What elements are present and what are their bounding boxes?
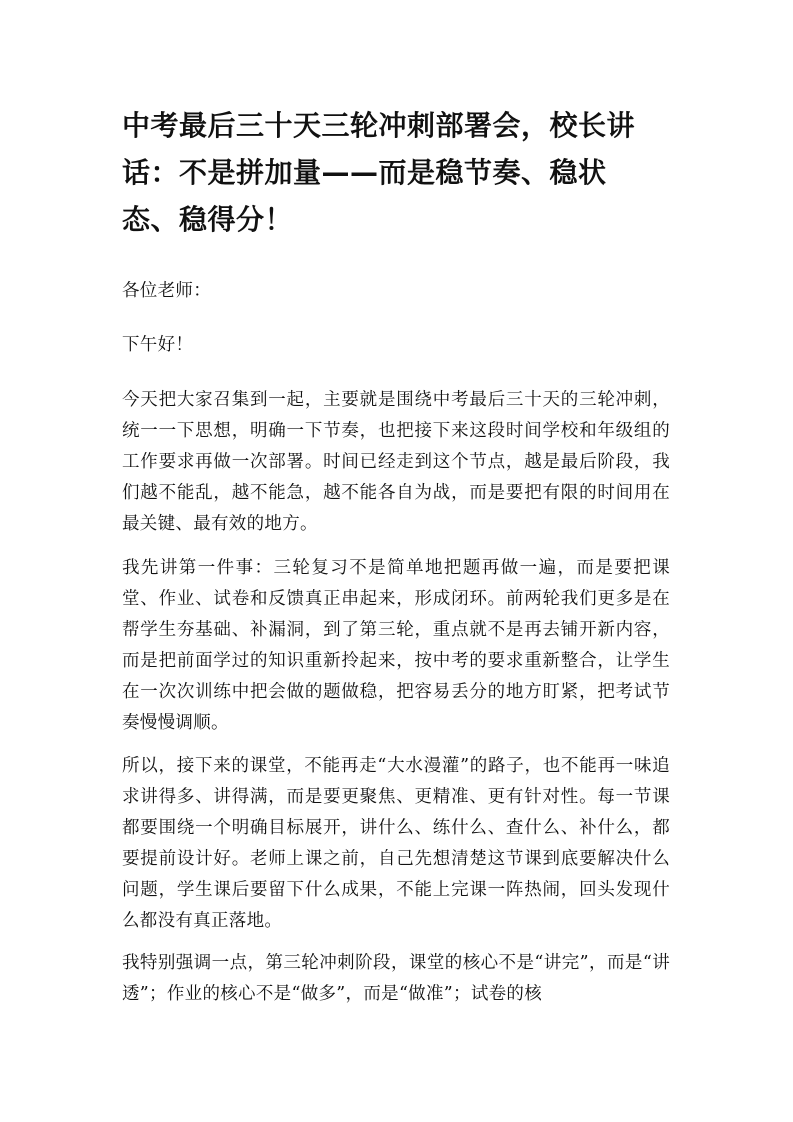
body-paragraph: 今天把大家召集到一起，主要就是围绕中考最后三十天的三轮冲刺，统一一下思想，明确一下节奏，也把接下来这段时间学校和年级组的工作要求再做一次部署。时间已经走到这个节点，越是最后阶段，我们越不能乱，越不能急，越不能各自为战，而是要把有限的时间用在最关键、最有效的地方。 (122, 390, 670, 534)
document-title: 中考最后三十天三轮冲刺部署会，校长讲话：不是拼加量——而是稳节奏、稳状态、稳得分！ (122, 109, 636, 236)
body-paragraph: 我特别强调一点，第三轮冲刺阶段，课堂的核心不是“讲完”，而是“讲透”；作业的核心不是“做多”，而是“做准”；试卷的核 (122, 953, 670, 1004)
salutation: 各位老师： (122, 281, 211, 301)
body-paragraph: 所以，接下来的课堂，不能再走“大水漫灌”的路子，也不能再一味追求讲得多、讲得满，而是要更聚焦、更精准、更有针对性。每一节课都要围绕一个明确目标展开，讲什么、练什么、查什么、补什么，都要提前设计好。老师上课之前，自己先想清楚这节课到底要解决什么问题，学生课后要留下什么成果，不能上完课一阵热闹，回头发现什么都没有真正落地。 (122, 756, 670, 931)
greeting: 下午好！ (122, 335, 194, 355)
body-paragraph: 我先讲第一件事：三轮复习不是简单地把题再做一遍，而是要把课堂、作业、试卷和反馈真正串起来，形成闭环。前两轮我们更多是在帮学生夯基础、补漏洞，到了第三轮，重点就不是再去铺开新内容，而是把前面学过的知识重新拎起来，按中考的要求重新整合，让学生在一次次训练中把会做的题做稳，把容易丢分的地方盯紧，把考试节奏慢慢调顺。 (122, 558, 670, 733)
